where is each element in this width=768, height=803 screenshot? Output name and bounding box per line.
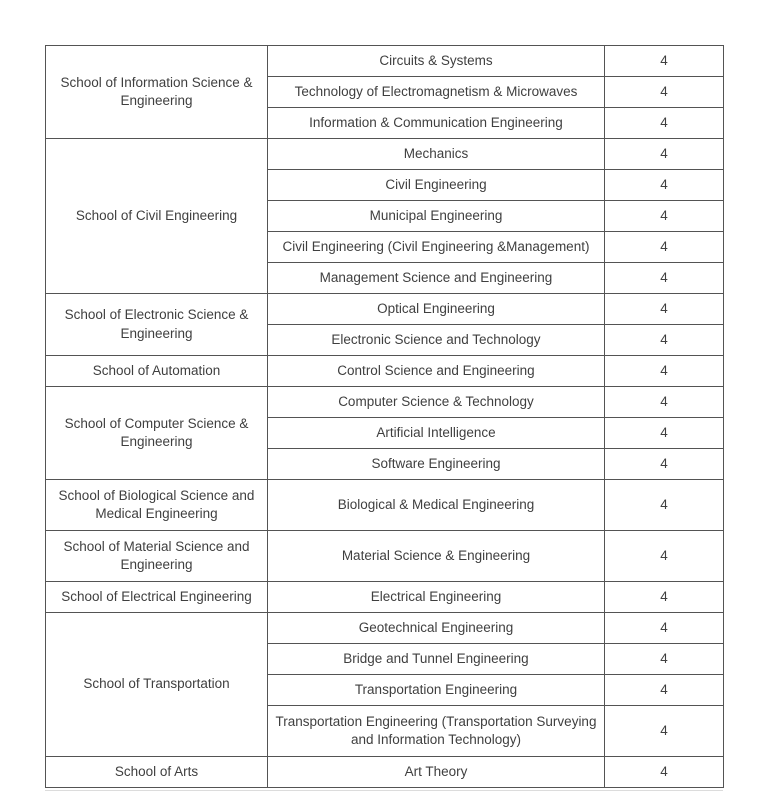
years-cell: 4 (605, 675, 724, 706)
page-shadow-line (45, 790, 723, 791)
years-cell: 4 (605, 582, 724, 613)
school-cell: School of Transportation (46, 613, 268, 757)
program-cell: Optical Engineering (268, 294, 605, 325)
table-row (46, 139, 724, 170)
table-row (46, 387, 724, 418)
table-row (46, 480, 724, 531)
program-cell: Management Science and Engineering (268, 263, 605, 294)
years-cell: 4 (605, 170, 724, 201)
years-cell: 4 (605, 418, 724, 449)
program-cell: Computer Science & Technology (268, 387, 605, 418)
years-cell: 4 (605, 387, 724, 418)
program-cell: Artificial Intelligence (268, 418, 605, 449)
years-cell: 4 (605, 232, 724, 263)
program-cell: Civil Engineering (268, 170, 605, 201)
years-cell: 4 (605, 644, 724, 675)
school-cell: School of Automation (46, 356, 268, 387)
school-cell: School of Arts (46, 757, 268, 788)
program-cell: Material Science & Engineering (268, 531, 605, 582)
years-cell: 4 (605, 480, 724, 531)
years-cell: 4 (605, 531, 724, 582)
program-cell: Mechanics (268, 139, 605, 170)
years-cell: 4 (605, 201, 724, 232)
years-cell: 4 (605, 613, 724, 644)
years-cell: 4 (605, 139, 724, 170)
years-cell: 4 (605, 325, 724, 356)
program-cell: Art Theory (268, 757, 605, 788)
school-cell: School of Biological Science and Medical Engineering (46, 480, 268, 531)
program-cell: Technology of Electromagnetism & Microwaves (268, 77, 605, 108)
school-cell: School of Civil Engineering (46, 139, 268, 294)
program-cell: Electronic Science and Technology (268, 325, 605, 356)
table-row (46, 294, 724, 325)
years-cell: 4 (605, 263, 724, 294)
program-cell: Bridge and Tunnel Engineering (268, 644, 605, 675)
table-row (46, 46, 724, 77)
table-row (46, 356, 724, 387)
school-cell: School of Material Science and Engineering (46, 531, 268, 582)
schools-programs-table (45, 45, 724, 788)
program-cell: Biological & Medical Engineering (268, 480, 605, 531)
program-cell: Transportation Engineering (268, 675, 605, 706)
program-cell: Control Science and Engineering (268, 356, 605, 387)
school-cell: School of Information Science & Engineering (46, 46, 268, 139)
program-cell: Municipal Engineering (268, 201, 605, 232)
table-row (46, 582, 724, 613)
years-cell: 4 (605, 449, 724, 480)
program-cell: Civil Engineering (Civil Engineering &Management) (268, 232, 605, 263)
table-row (46, 531, 724, 582)
program-cell: Transportation Engineering (Transportation Surveying and Information Technology) (268, 706, 605, 757)
years-cell: 4 (605, 757, 724, 788)
program-cell: Software Engineering (268, 449, 605, 480)
years-cell: 4 (605, 706, 724, 757)
program-cell: Geotechnical Engineering (268, 613, 605, 644)
years-cell: 4 (605, 294, 724, 325)
years-cell: 4 (605, 108, 724, 139)
table-row (46, 757, 724, 788)
school-cell: School of Electrical Engineering (46, 582, 268, 613)
program-cell: Circuits & Systems (268, 46, 605, 77)
schools-programs-table-container (45, 45, 723, 788)
years-cell: 4 (605, 46, 724, 77)
table-row (46, 613, 724, 644)
program-cell: Electrical Engineering (268, 582, 605, 613)
school-cell: School of Electronic Science & Engineering (46, 294, 268, 356)
years-cell: 4 (605, 356, 724, 387)
years-cell: 4 (605, 77, 724, 108)
school-cell: School of Computer Science & Engineering (46, 387, 268, 480)
program-cell: Information & Communication Engineering (268, 108, 605, 139)
